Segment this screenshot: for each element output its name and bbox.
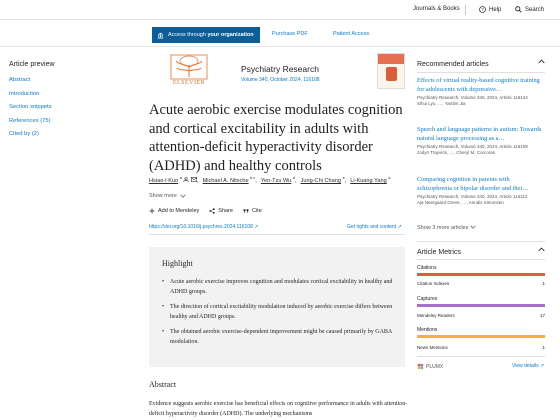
recommended-articles-heading[interactable]: Recommended articles [417, 61, 489, 68]
recommended-article-title[interactable]: Comparing cognition in parents with schizophrenia or bipolar disorder and thei… [417, 176, 529, 192]
author-name: Jung-Chi Chang [300, 177, 341, 184]
metric-row-label: Mendeley Readers [417, 313, 455, 318]
metric-row-value: 1 [542, 281, 545, 286]
share-icon [209, 208, 215, 214]
author-affiliation: a [388, 176, 391, 180]
view-details-link[interactable] [512, 363, 544, 369]
doi-link[interactable] [149, 224, 258, 230]
metric-group-label: Captures [417, 296, 438, 302]
show-more-articles-button[interactable] [417, 225, 476, 231]
share-label: Share [218, 208, 233, 214]
purchase-pdf-link[interactable]: Purchase PDF [272, 31, 308, 37]
metric-row-value: 17 [539, 313, 545, 318]
highlight-item: • The obtained aerobic exercise-dependent improvement might be caused primarily by GABA modulation. [162, 327, 393, 347]
quote-icon [243, 208, 249, 214]
outline-item-abstract[interactable]: Abstract [9, 77, 31, 83]
journal-cover-image[interactable] [377, 53, 405, 89]
help-icon [479, 6, 486, 13]
author-name: Hsiao-I Kuo [149, 177, 179, 184]
access-prefix-text: Access through [168, 32, 208, 38]
abstract-heading: Abstract [149, 380, 177, 389]
metric-row [417, 313, 545, 318]
article-preview-heading: Article preview [9, 61, 55, 68]
search-icon [515, 6, 522, 13]
view-details-label: View details [512, 363, 539, 369]
add-to-mendeley-button[interactable] [149, 208, 199, 214]
article-tools [149, 208, 262, 214]
chevron-down-icon [470, 225, 476, 229]
chevron-down-icon [180, 194, 186, 198]
chevron-up-icon[interactable] [538, 59, 545, 66]
institution-icon [157, 32, 164, 39]
divider [417, 356, 545, 357]
recommended-article-title[interactable]: Effects of virtual reality-based cognitive training for adolescents with depressive… [417, 77, 540, 93]
add-to-mendeley-label: Add to Mendeley [158, 208, 200, 214]
metric-row-label: News Mentions [417, 345, 448, 350]
article-title: Acute aerobic exercise modulates cognition and cortical excitability in adults with attention-deficit hyperactivity disorder (ADHD) and healthy controls [149, 102, 403, 174]
divider [417, 241, 545, 242]
external-link-icon: ↗ [254, 224, 259, 230]
metric-row-label: Citation Indexes [417, 281, 450, 286]
author-item[interactable]: Jung-Chi Chang $^e$, [300, 176, 347, 184]
metric-color-bar [417, 304, 545, 307]
divider [417, 259, 545, 260]
article-outline [9, 77, 52, 145]
doi-text: https://doi.org/10.1016/j.psychres.2024.116108 [149, 224, 253, 230]
search-link[interactable] [515, 6, 544, 13]
metric-group-label: Mentions [417, 327, 438, 333]
help-label: Help [489, 6, 502, 13]
metric-color-bar [417, 273, 545, 276]
author-affiliation: e [342, 176, 345, 180]
patient-access-link[interactable]: Patient Access [333, 31, 370, 37]
recommended-article[interactable] [417, 126, 545, 155]
get-rights-link[interactable] [347, 224, 402, 230]
author-affiliation: a [179, 176, 182, 180]
plumx-logo [417, 363, 443, 370]
recommended-article-authors: Aja Neergaard Greve, …, Anndis Simonsen [417, 200, 504, 205]
outline-item-references[interactable]: References (75) [9, 117, 51, 124]
share-button[interactable] [209, 208, 233, 214]
cite-button[interactable] [243, 208, 262, 214]
author-item[interactable]: Hsiao-I Kuo $^a$ , [149, 176, 199, 184]
cover-artwork [386, 67, 397, 81]
highlight-item: • Acute aerobic exercise improves cognition and modulates cortical excitability in healthy and ADHD groups. [162, 277, 393, 297]
cover-banner [378, 54, 404, 64]
recommended-article-authors: Sihui Lyu, …, Yanbin Jia [417, 101, 466, 106]
chevron-up-icon[interactable] [538, 247, 545, 254]
outline-item-section-snippets[interactable]: Section snippets [9, 104, 52, 110]
rights-text: Get rights and content [347, 224, 397, 230]
divider [417, 72, 545, 73]
author-name: Li-Kuang Yang [350, 177, 387, 184]
metric-group-label: Citations [417, 265, 437, 271]
recommended-article[interactable] [417, 77, 545, 106]
author-list [149, 176, 390, 184]
highlights-heading: Highlight [162, 259, 193, 268]
external-link-icon: ↗ [397, 224, 402, 230]
recommended-article-source: Psychiatry Research, Volume 340, 2024, Article 116109 [417, 144, 528, 149]
access-bold-text: your organization [207, 32, 254, 38]
show-more-authors-button[interactable] [149, 193, 186, 199]
metric-row [417, 281, 545, 286]
highlight-item: • The direction of cortical excitability modulation induced by aerobic exercise differs between healthy and ADHD groups. [162, 302, 393, 322]
top-navigation-bar [0, 0, 560, 20]
journal-volume-link[interactable]: Volume 340, October 2024, 116108 [241, 77, 320, 83]
metric-row [417, 345, 545, 350]
external-link-icon: ↗ [539, 363, 545, 369]
elsevier-wordmark: ELSEVIER [172, 80, 206, 86]
highlights-list [162, 277, 393, 347]
svg-text:?: ? [481, 7, 484, 13]
author-affiliation: b c [250, 176, 256, 180]
nav-divider [465, 5, 466, 15]
metric-row-value: 1 [542, 345, 545, 350]
author-name: Yen-Tzu Wu [260, 177, 292, 184]
cite-label: Cite [251, 208, 262, 214]
person-icon [183, 177, 189, 182]
author-item[interactable] [350, 176, 390, 184]
metric-color-bar [417, 335, 545, 338]
recommended-article-title[interactable]: Speech and language patterns in autism: Towards natural language processing as a… [417, 126, 542, 142]
recommended-article-source: Psychiatry Research, Volume 340, 2024, Article 116112 [417, 194, 528, 199]
author-item[interactable]: Yen-Tzu Wu $^d$, [260, 176, 297, 184]
show-more-articles-label: Show 3 more articles [417, 225, 469, 231]
recommended-article-authors: Jodyn Trayvick, …, Cheryl M. Corcoran [417, 150, 496, 155]
plumx-label: PLUMX [426, 363, 444, 370]
outline-item-cited-by[interactable]: Cited by (2) [9, 131, 39, 137]
article-metrics-heading[interactable]: Article Metrics [417, 249, 461, 256]
highlights-box [149, 247, 405, 367]
journals-books-label: Journals & Books [413, 6, 460, 12]
divider [149, 234, 405, 235]
plumx-icon [417, 363, 424, 370]
access-through-organization-button[interactable] [152, 27, 260, 43]
author-item[interactable]: Michael A. Nitsche $^{b c}$, [202, 176, 257, 184]
author-name: Michael A. Nitsche [202, 177, 249, 184]
recommended-article[interactable] [417, 176, 545, 205]
outline-item-introduction[interactable]: Introduction [9, 90, 40, 97]
help-link[interactable] [479, 6, 501, 13]
envelope-icon [191, 177, 197, 182]
access-button-label [168, 32, 254, 38]
abstract-text: Evidence suggests aerobic exercise has beneficial effects on cognitive performance in adults with attention-deficit hyperactivity disorder (ADHD). The underlying mechanisms [149, 401, 408, 417]
author-affiliation: d [292, 176, 295, 180]
journals-books-link[interactable] [413, 6, 460, 12]
recommended-article-source: Psychiatry Research, Volume 340, 2024, Article 116144 [417, 95, 528, 100]
search-label: Search [525, 6, 545, 13]
journal-name-link[interactable]: Psychiatry Research [241, 64, 319, 74]
plus-icon [149, 208, 155, 214]
show-more-label: Show more [149, 193, 177, 199]
